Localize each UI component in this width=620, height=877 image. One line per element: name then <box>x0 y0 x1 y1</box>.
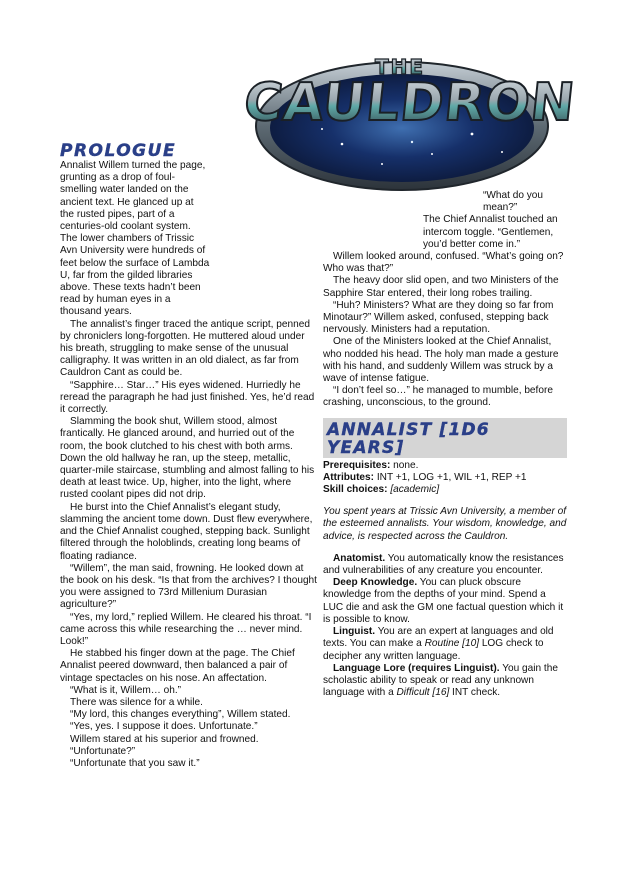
prologue-paragraph: “Sapphire… Star…” His eyes widened. Hurriedly he reread the paragraph he had just finished. Yes, he’d read it correctly. <box>60 379 315 416</box>
prologue-paragraph: Willem stared at his superior and frowned. <box>70 733 259 745</box>
prologue-paragraph: He burst into the Chief Annalist’s elegant study, slamming the ancient tome down. Dust flew everywhere, and the Chief Annalist coughed, stepping back. Sunlight filtered through the holoblinds, creating long beams of floating radiance. <box>60 501 313 562</box>
talent-text: You automatically know the resistances and vulnerabilities of any creature you encounter. <box>323 552 564 577</box>
prologue-paragraph: Willem looked around, confused. “What’s going on? Who was that?” <box>323 251 564 275</box>
prologue-paragraph: He stabbed his finger down at the page. The Chief Annalist peered downward, then balanced a pair of vintage spectacles on his nose. An affectation. <box>60 648 295 684</box>
prologue-right-column <box>323 190 567 699</box>
prologue-paragraph: “Unfortunate that you saw it.” <box>70 757 200 769</box>
prologue-paragraph: “Yes, yes. I suppose it does. Unfortunate.” <box>70 721 258 733</box>
logo-title: CAULDRON <box>241 73 579 133</box>
career-flavor-text: You spent years at Trissic Avn University, a member of the esteemed annalists. Your wisdom, knowledge, and advice, is respected across the Cauldron. <box>323 506 567 542</box>
career-heading-box <box>323 418 567 458</box>
talent-text: LOG check to decipher any written language. <box>323 638 544 662</box>
talent-text: You gain the scholastic ability to speak or read any unknown language with a <box>323 662 558 699</box>
prologue-paragraph: “Willem”, the man said, frowning. He looked down at the book on his desk. “Is that from the archives? I thought you were assigned to 73rd Millenium Durasian agriculture?” <box>60 562 317 611</box>
prologue-paragraph: Slamming the book shut, Willem stood, almost frantically. He glanced around, and hurried out of the room, the book clutched to his chest with both arms. Down the old hallway he ran, up the steep, metallic, quarter-mile staircase, stumbling and almost falling to his death at least twice. Up, higher, into the light, where rusted coolant pipes did not drip. <box>60 416 315 501</box>
talent-difficulty: Routine [10] <box>424 638 480 650</box>
prologue-paragraph: “Yes, my lord,” replied Willem. He cleared his throat. “I came across this while researching the … never mind. Look!” <box>60 611 312 647</box>
talent-name: Deep Knowledge. <box>333 577 418 589</box>
talent-language-lore <box>323 663 567 700</box>
career-heading: ANNALIST [1D6 YEARS] <box>327 419 490 458</box>
prologue-paragraph: There was silence for a while. <box>70 696 203 708</box>
talent-name: Linguist. <box>333 626 376 638</box>
skill-choices <box>323 484 567 496</box>
attr-label: Attributes: <box>323 471 375 483</box>
prologue-paragraph: “What do you mean?” <box>483 190 544 214</box>
prereq-label: Prerequisites: <box>323 459 391 471</box>
skill-value: [academic] <box>390 484 440 496</box>
prologue-paragraph: “Unfortunate?” <box>70 745 136 757</box>
talent-deep-knowledge <box>323 577 567 626</box>
talent-anatomist <box>323 553 567 577</box>
prereq-value: none. <box>393 459 419 471</box>
talent-text: INT check. <box>449 687 501 699</box>
prologue-left-column <box>60 142 318 770</box>
talent-linguist <box>323 626 567 663</box>
talent-difficulty: Difficult [16] <box>396 687 450 699</box>
prologue-paragraph: “What is it, Willem… oh.” <box>70 684 182 696</box>
prerequisites <box>323 460 567 472</box>
attr-value: INT +1, LOG +1, WIL +1, REP +1 <box>376 471 527 483</box>
prologue-paragraph: The heavy door slid open, and two Ministers of the Sapphire Star entered, their long robes trailing. <box>323 275 559 299</box>
skill-label: Skill choices: <box>323 484 388 496</box>
prologue-paragraph: “My lord, this changes everything”, Willem stated. <box>70 709 291 721</box>
talent-name: Anatomist. <box>333 552 386 564</box>
attributes <box>323 472 567 484</box>
talent-name: Language Lore (requires Linguist). <box>333 662 500 674</box>
logo-the: THE <box>374 55 426 79</box>
talent-text: You are an expert at languages and old texts. You can make a <box>323 626 554 650</box>
prologue-paragraph: Annalist Willem turned the page, grunting as a drop of foul-smelling water landed on the ancient text. He glanced up at the rusted pipes, part of a centuries-old coolant system. The lower chambers of Trissic Avn University were hundreds of feet below the surface of Lambda U, far from the gilded libraries above. These texts hadn’t been read by human eyes in a thousand years. <box>60 160 210 318</box>
prologue-paragraph: The Chief Annalist touched an intercom toggle. “Gentlemen, you’d better come in.” <box>423 214 558 250</box>
prologue-heading: PROLOGUE <box>60 141 177 161</box>
prologue-paragraph: “I don’t feel so…” he managed to mumble, before crashing, unconscious, to the ground. <box>323 385 553 409</box>
prologue-paragraph: “Huh? Ministers? What are they doing so far from Minotaur?” Willem asked, confused, stepping back nervously. Ministers had a reputation. <box>323 299 554 336</box>
prologue-paragraph: The annalist’s finger traced the antique script, penned by chroniclers long-forgotten. He muttered aloud under his breath, struggling to make sense of the unusual calligraphy. It was written in an old dialect, as far from Cauldron Cant as could be. <box>60 318 310 379</box>
prologue-paragraph: One of the Ministers looked at the Chief Annalist, who nodded his head. The holy man made a gesture with his hand, and suddenly Willem was struck by a wave of intense fatigue. <box>323 336 559 385</box>
talent-text: You can pluck obscure knowledge from the depths of your mind. Spend a LUC die and ask the GM one factual question which it is possible to know. <box>323 577 564 625</box>
